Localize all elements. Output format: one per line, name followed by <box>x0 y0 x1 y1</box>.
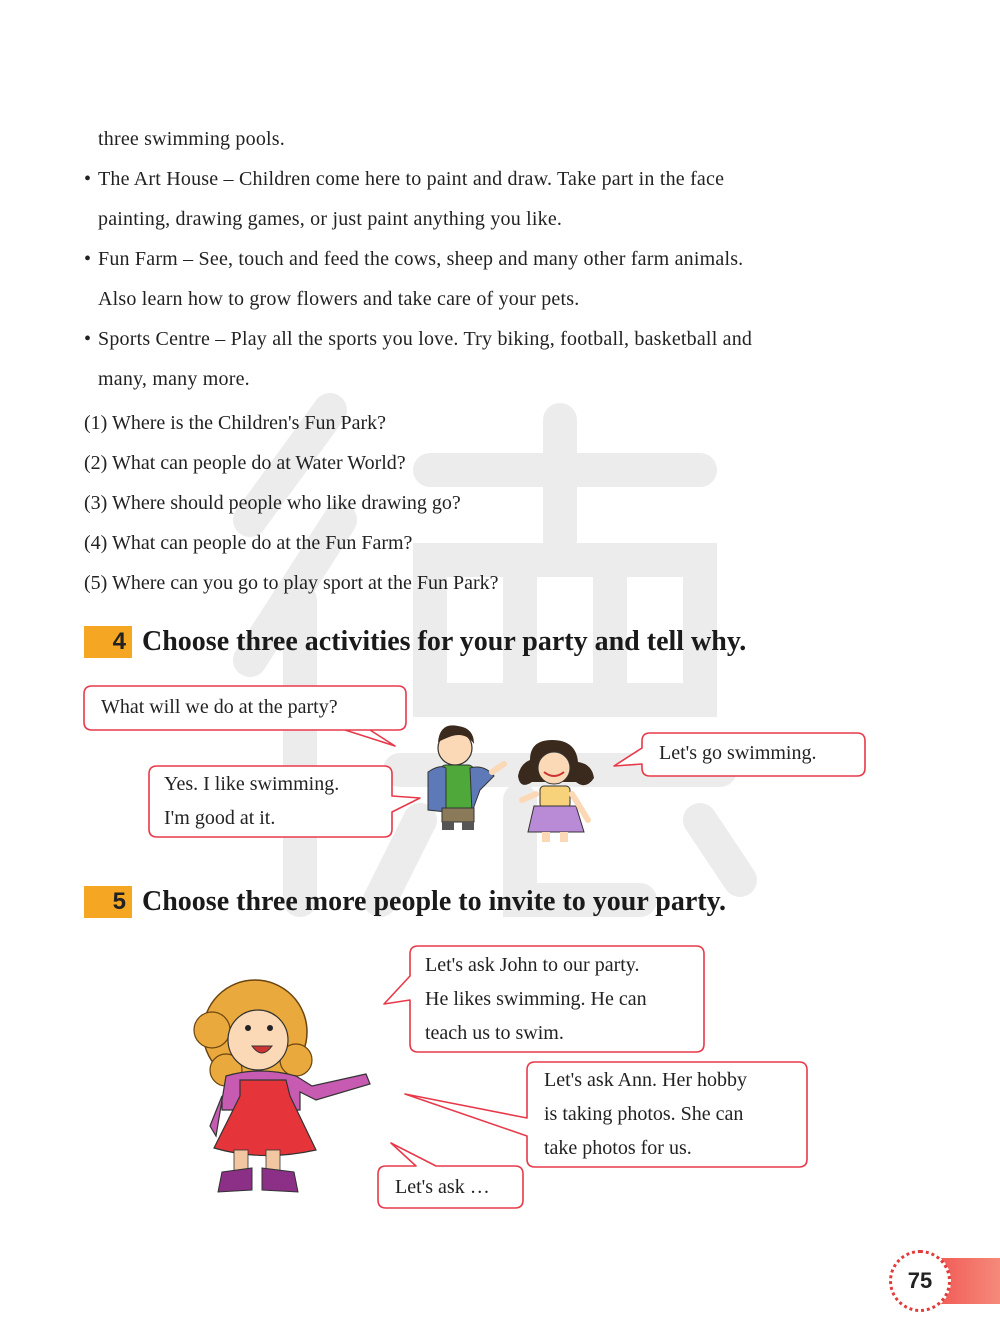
intro-line: Sports Centre – Play all the sports you love. Try biking, football, basketball and <box>98 328 753 350</box>
bubble-john-line2: He likes swimming. He can <box>425 988 647 1010</box>
section-4-title: Choose three activities for your party and tell why. <box>142 626 747 657</box>
bubble-open-text: Let's ask … <box>395 1176 490 1198</box>
question: (3) Where should people who like drawing go? <box>84 492 461 514</box>
bubble-ann-line1: Let's ask Ann. Her hobby <box>544 1069 748 1091</box>
question: (4) What can people do at the Fun Farm? <box>84 532 413 554</box>
intro-line: three swimming pools. <box>98 128 285 150</box>
intro-line: Also learn how to grow flowers and take care of your pets. <box>98 288 580 310</box>
bubble-john-line1: Let's ask John to our party. <box>425 954 640 976</box>
question: (2) What can people do at Water World? <box>84 452 406 474</box>
bubble-reply-line2: I'm good at it. <box>164 807 276 829</box>
bullet-dot: • <box>84 248 92 270</box>
boy-character <box>428 725 504 830</box>
curly-girl-character <box>194 980 370 1192</box>
page-number: 75 <box>889 1250 951 1312</box>
bubble-suggest-text: Let's go swimming. <box>659 742 817 764</box>
question: (1) Where is the Children's Fun Park? <box>84 412 387 434</box>
section-5-number: 5 <box>84 886 132 918</box>
bullet-dot: • <box>84 328 92 350</box>
bubble-reply-line1: Yes. I like swimming. <box>164 773 340 795</box>
bubble-ann-line2: is taking photos. She can <box>544 1103 744 1125</box>
bubble-question-text: What will we do at the party? <box>101 696 338 718</box>
question: (5) Where can you go to play sport at the Fun Park? <box>84 572 499 594</box>
intro-line: Fun Farm – See, touch and feed the cows, sheep and many other farm animals. <box>98 248 744 270</box>
bullet-dot: • <box>84 168 92 190</box>
section-4-number: 4 <box>84 626 132 658</box>
section-5-title: Choose three more people to invite to your party. <box>142 886 727 917</box>
bubble-ann-line3: take photos for us. <box>544 1137 692 1159</box>
intro-line: painting, drawing games, or just paint anything you like. <box>98 208 563 230</box>
bubble-john-line3: teach us to swim. <box>425 1022 564 1044</box>
intro-line: many, many more. <box>98 368 250 390</box>
girl-character <box>518 740 594 842</box>
intro-line: The Art House – Children come here to paint and draw. Take part in the face <box>98 168 725 190</box>
